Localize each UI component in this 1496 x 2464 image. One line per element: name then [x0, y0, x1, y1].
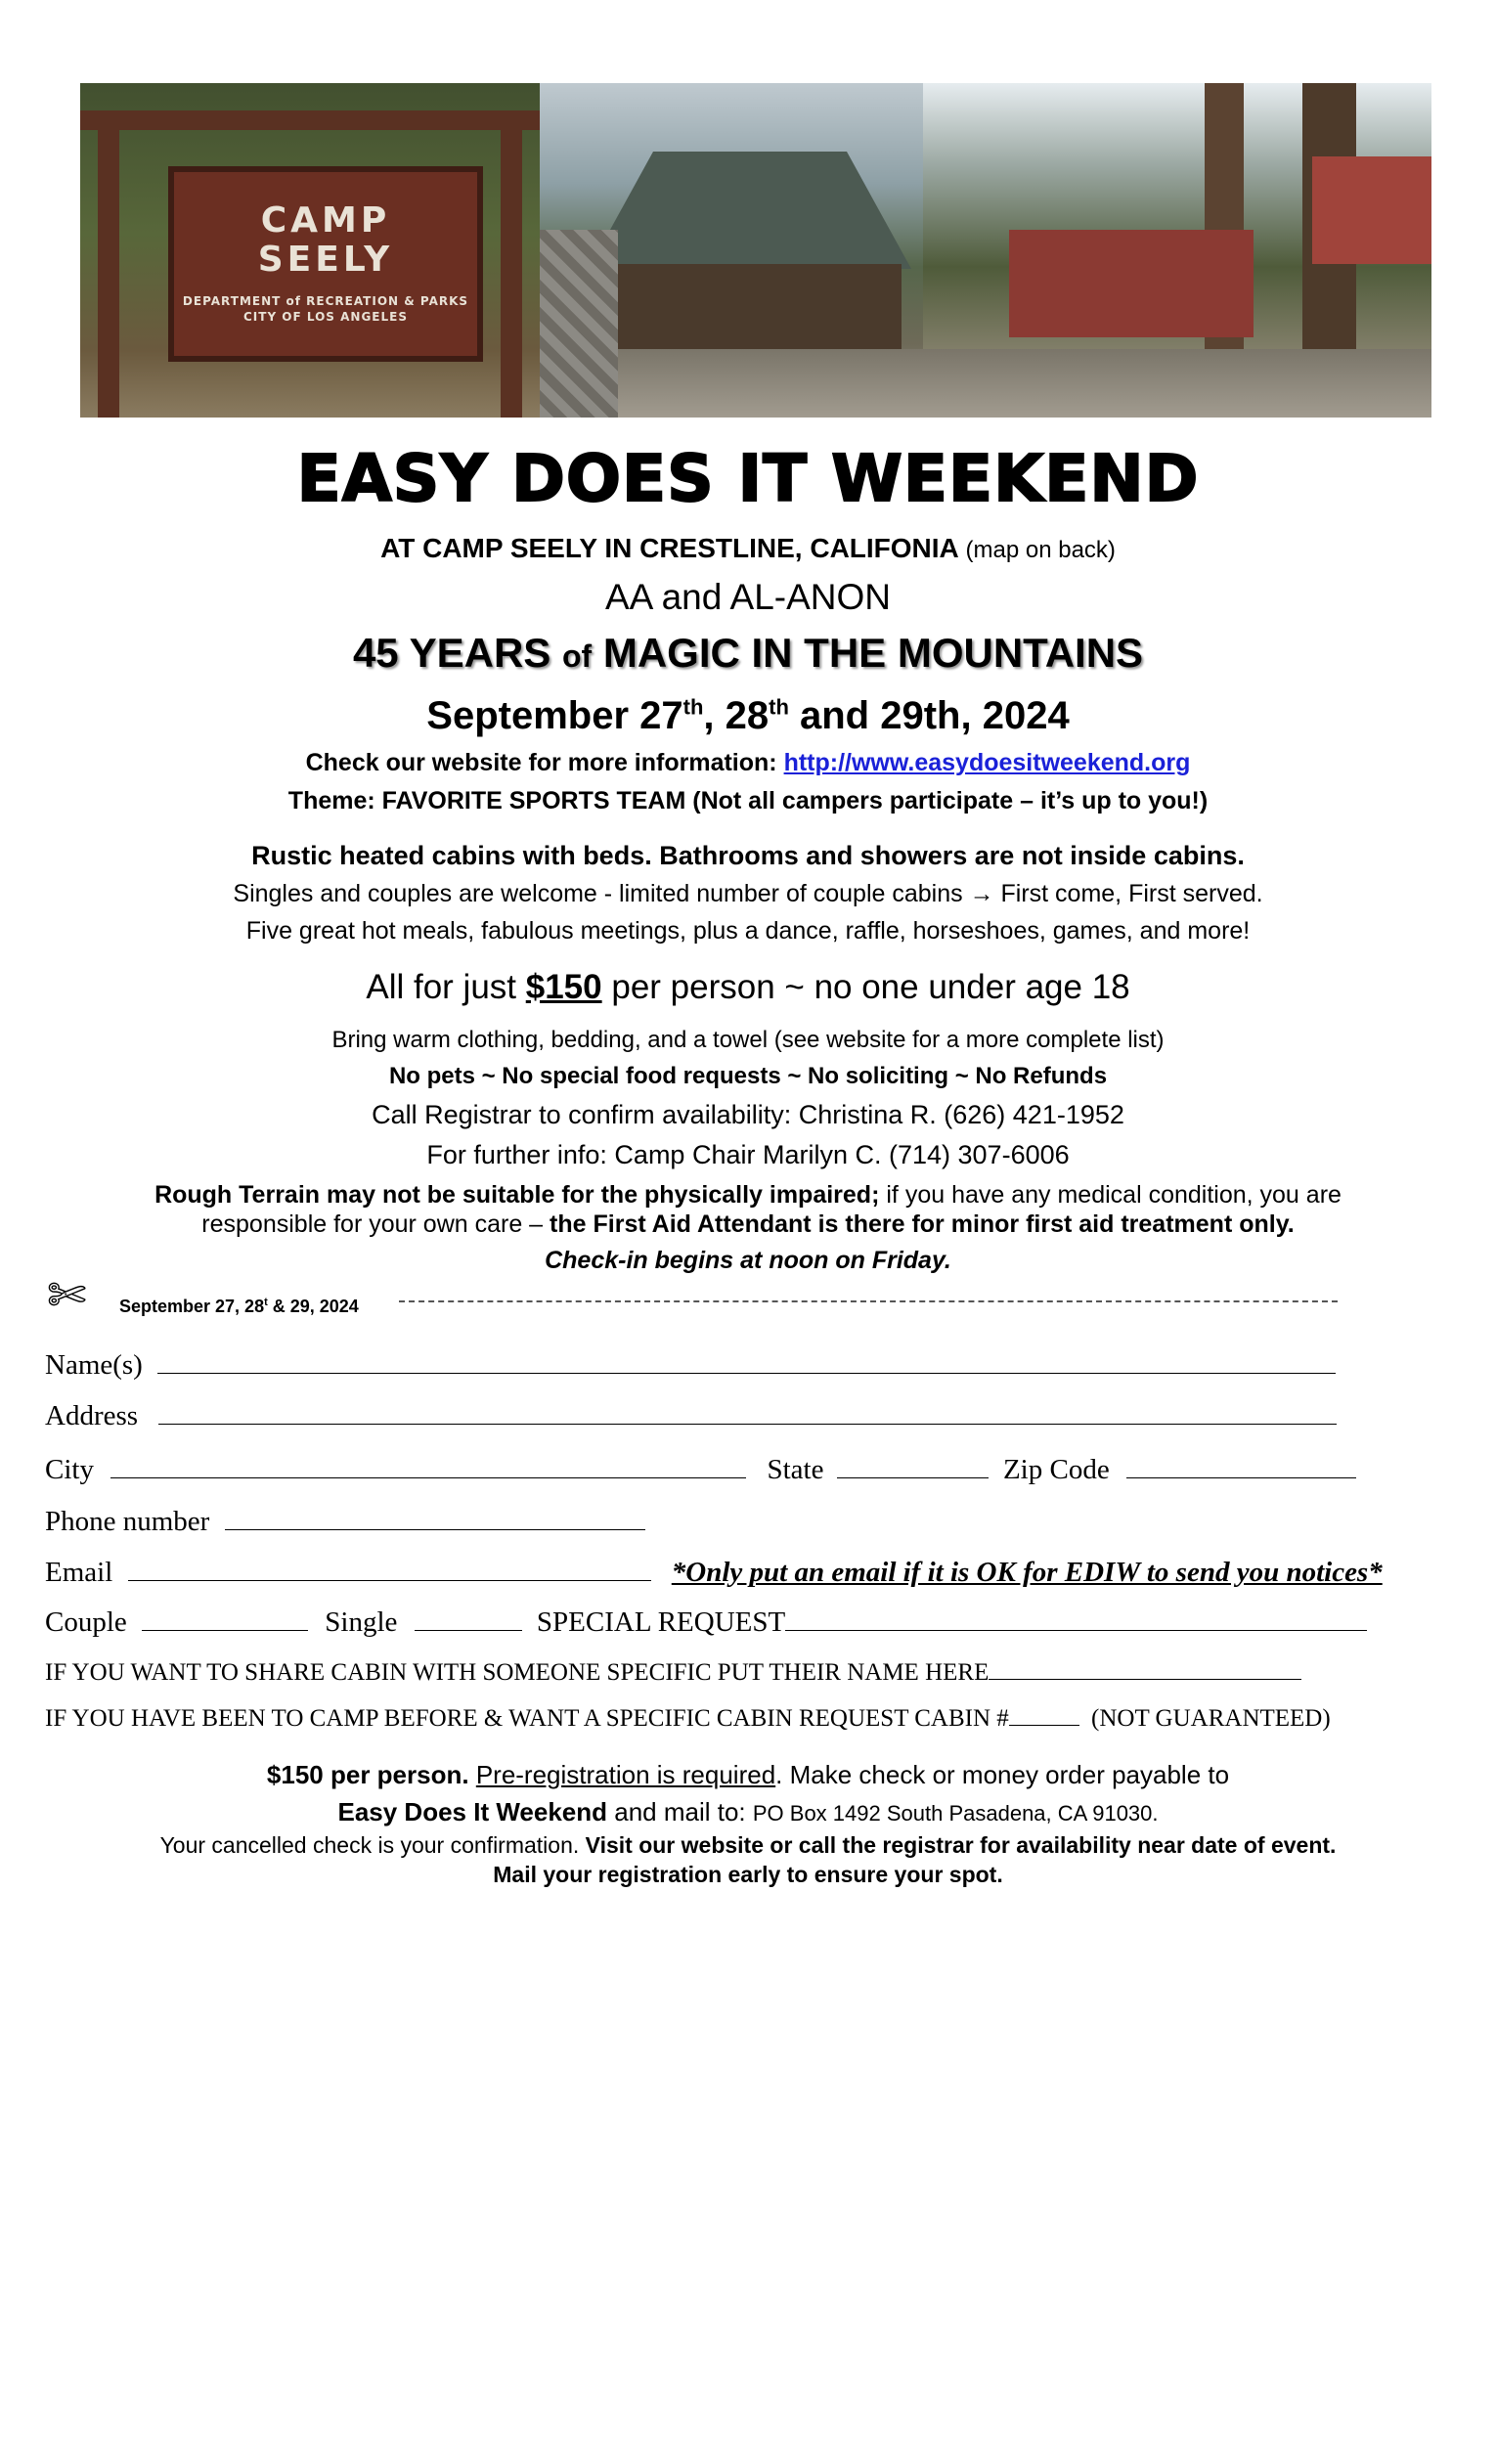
date-b: , 28 [703, 694, 770, 737]
payment-line3-bold: Visit our website or call the registrar for availability near date of event. [585, 1832, 1337, 1858]
payment-line-2 [0, 1797, 1496, 1827]
couple-label: Couple [45, 1606, 127, 1638]
special-request-label: SPECIAL REQUEST [536, 1606, 786, 1638]
single-label: Single [325, 1606, 398, 1638]
address-field[interactable] [158, 1400, 1337, 1425]
date-sup-2: th [769, 694, 789, 720]
payment-line-1 [0, 1760, 1496, 1790]
website-link[interactable]: http://www.easydoesitweekend.org [783, 749, 1191, 776]
subtitle [0, 533, 1496, 564]
camp-banner-photo [80, 83, 1431, 418]
price-amount: $150 [525, 968, 602, 1006]
checkin-line: Check-in begins at noon on Friday. [545, 1247, 951, 1274]
cutline-date-b: & 29, 2024 [267, 1297, 359, 1316]
city-field[interactable] [110, 1454, 746, 1478]
page-title: EASY DOES IT WEEKEND [296, 441, 1200, 516]
mailing-address: PO Box 1492 South Pasadena, CA 91030. [752, 1801, 1159, 1826]
rules-line: No pets ~ No special food requests ~ No soliciting ~ No Refunds [388, 1063, 1108, 1089]
email-field[interactable] [128, 1557, 651, 1581]
bring-line: Bring warm clothing, bedding, and a towel (see website for a more complete list) [331, 1027, 1165, 1053]
name-label: Name(s) [45, 1349, 143, 1381]
cabin-field[interactable] [1009, 1705, 1079, 1726]
payment-line-4: Mail your registration early to ensure your spot. [493, 1862, 1003, 1887]
special-request-field[interactable] [785, 1606, 1367, 1631]
state-label: State [767, 1454, 824, 1485]
camp-seely-sign [168, 166, 483, 362]
sign-line-1: CAMP [260, 200, 391, 241]
meals-line: Five great hot meals, fabulous meetings, plus a dance, raffle, horseshoes, games, and more! [245, 917, 1251, 945]
scissors-icon: ✄ [47, 1268, 87, 1323]
payment-payee: Easy Does It Weekend [337, 1797, 608, 1826]
date-sup-1: th [682, 694, 704, 720]
cutline-date [119, 1297, 359, 1317]
theme-line: Theme: FAVORITE SPORTS TEAM (Not all campers participate – it’s up to you!) [287, 787, 1209, 814]
rough-rest: if you have any medical condition, you are [879, 1181, 1342, 1209]
payment-line-3 [0, 1832, 1496, 1859]
rustic-line: Rustic heated cabins with beds. Bathrooms and showers are not inside cabins. [251, 841, 1245, 870]
dashed-cut-line [399, 1300, 1338, 1302]
zip-label: Zip Code [1002, 1454, 1110, 1485]
name-field[interactable] [157, 1349, 1336, 1374]
rough-terrain-line-2 [0, 1210, 1496, 1239]
name-row [45, 1349, 1336, 1382]
rough-bold: Rough Terrain may not be suitable for the physically impaired; [154, 1181, 880, 1209]
share-label: IF YOU WANT TO SHARE CABIN WITH SOMEONE SPECIFIC PUT THEIR NAME HERE [45, 1659, 990, 1686]
single-field[interactable] [415, 1606, 522, 1631]
state-field[interactable] [837, 1454, 989, 1478]
email-note: *Only put an email if it is OK for EDIW to send you notices* [671, 1557, 1383, 1588]
cabin-label: IF YOU HAVE BEEN TO CAMP BEFORE & WANT A SPECIFIC CABIN REQUEST CABIN # [45, 1705, 1009, 1732]
rough-terrain-line-1 [0, 1181, 1496, 1210]
sign-line-2: SEELY [257, 240, 394, 280]
cabin-row [45, 1705, 1331, 1733]
couple-field[interactable] [142, 1606, 308, 1631]
singles-line: Singles and couples are welcome - limited number of couple cabins → First come, First served. [233, 880, 1263, 907]
phone-field[interactable] [225, 1506, 645, 1530]
website-line [0, 749, 1496, 777]
cutline-date-sup: t [264, 1297, 268, 1308]
years-a: 45 YEARS [352, 630, 551, 676]
couple-row [45, 1606, 1367, 1639]
groups-line: AA and AL-ANON [604, 577, 892, 617]
phone-row [45, 1506, 645, 1538]
share-field[interactable] [989, 1659, 1301, 1680]
years-headline [0, 630, 1496, 677]
registrar-line: Call Registrar to confirm availability: Christina R. (626) 421-1952 [372, 1100, 1124, 1129]
address-label: Address [45, 1400, 139, 1431]
years-b: MAGIC IN THE MOUNTAINS [602, 630, 1144, 676]
date-c: and 29th, 2024 [788, 694, 1070, 737]
subtitle-text: AT CAMP SEELY IN CRESTLINE, CALIFONIA [380, 533, 958, 563]
share-row [45, 1659, 1301, 1687]
payment-price: $150 per person. [266, 1760, 469, 1789]
payment-line1-rest: . Make check or money order payable to [775, 1760, 1230, 1789]
email-label: Email [45, 1557, 113, 1588]
phone-label: Phone number [45, 1506, 210, 1537]
event-dates [0, 694, 1496, 738]
price-line [0, 968, 1496, 1007]
price-pre: All for just [366, 968, 526, 1006]
payment-line2-mid: and mail to: [607, 1797, 753, 1826]
payment-prereg: Pre-registration is required [475, 1760, 776, 1789]
city-row [45, 1454, 1356, 1486]
zip-field[interactable] [1126, 1454, 1356, 1478]
address-row [45, 1400, 1337, 1432]
payment-line3-a: Your cancelled check is your confirmation. [159, 1832, 586, 1858]
website-label: Check our website for more information: [305, 749, 784, 776]
sign-line-4: CITY OF LOS ANGELES [242, 310, 408, 324]
price-post: per person ~ no one under age 18 [601, 968, 1130, 1006]
years-of: of [561, 638, 593, 674]
cut-line [47, 1268, 1338, 1323]
city-label: City [45, 1454, 94, 1485]
email-row [45, 1557, 1383, 1589]
cabin-note: (NOT GUARANTEED) [1091, 1705, 1331, 1732]
cutline-date-a: September 27, 28 [119, 1297, 265, 1316]
date-a: September 27 [426, 694, 683, 737]
rough2-a: responsible for your own care – [201, 1210, 550, 1238]
sign-line-3: DEPARTMENT of RECREATION & PARKS [182, 294, 469, 308]
subtitle-note: (map on back) [965, 537, 1116, 563]
rough2-bold: the First Aid Attendant is there for minor first aid treatment only. [550, 1210, 1295, 1238]
chair-line: For further info: Camp Chair Marilyn C. (714) 307-6006 [426, 1140, 1070, 1169]
